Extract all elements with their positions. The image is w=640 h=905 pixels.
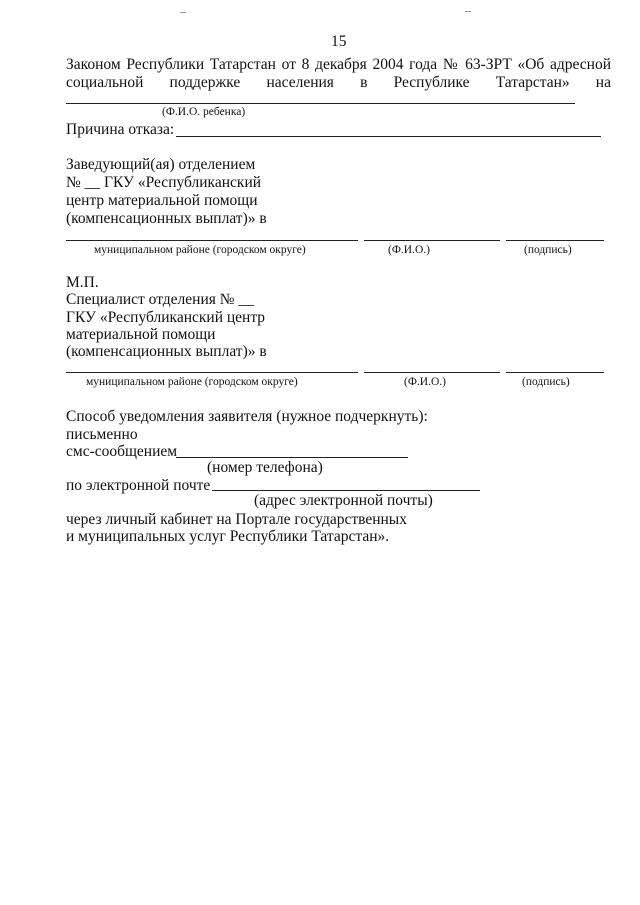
email-caption: (адрес электронной почты) <box>254 492 433 509</box>
stamp-label: М.П. <box>66 274 99 291</box>
specialist-fio-caption: (Ф.И.О.) <box>404 376 446 388</box>
specialist-line-3: материальной помощи <box>66 326 216 343</box>
head-fio-line <box>364 240 500 241</box>
page-number: 15 <box>331 33 347 50</box>
head-fio-caption: (Ф.И.О.) <box>388 244 430 256</box>
head-line-1: Заведующий(ая) отделением <box>66 156 256 173</box>
intro-line-1: Законом Республики Татарстан от 8 декабря 2004 года № 63-ЗРТ «Об адресной <box>66 56 611 73</box>
specialist-district-caption: муниципальном районе (городском округе) <box>86 376 298 388</box>
notify-portal-line-1: через личный кабинет на Портале государственных <box>66 511 407 528</box>
phone-caption: (номер телефона) <box>207 459 323 476</box>
head-signature-line <box>506 240 604 241</box>
specialist-fio-line <box>364 372 500 373</box>
phone-line <box>176 457 408 458</box>
specialist-signature-line <box>506 372 604 373</box>
refusal-label: Причина отказа: <box>66 121 175 138</box>
head-district-caption: муниципальном районе (городском округе) <box>94 244 306 256</box>
notify-sms-label: смс-сообщением <box>66 443 178 460</box>
specialist-line-2: ГКУ «Республиканский центр <box>66 309 266 326</box>
head-line-2: № __ ГКУ «Республиканский <box>66 174 262 191</box>
scan-mark <box>465 11 471 12</box>
notify-portal-line-2: и муниципальных услуг Республики Татарстан». <box>66 528 390 545</box>
child-name-caption: (Ф.И.О. ребенка) <box>162 106 246 118</box>
head-line-4: (компенсационных выплат)» в <box>66 210 267 227</box>
refusal-line <box>176 136 601 137</box>
scan-mark <box>180 12 186 13</box>
head-district-line <box>66 240 358 241</box>
specialist-signature-caption: (подпись) <box>522 376 570 388</box>
notify-title: Способ уведомления заявителя (нужное подчеркнуть): <box>66 408 428 425</box>
head-line-3: центр материальной помощи <box>66 192 258 209</box>
email-line <box>212 490 480 491</box>
notify-letter: письменно <box>66 426 138 443</box>
intro-line-2: социальной поддержке населения в Республике Татарстан» на <box>66 74 611 91</box>
specialist-district-line <box>66 372 358 373</box>
specialist-line-4: (компенсационных выплат)» в <box>66 343 267 360</box>
specialist-line-1: Специалист отделения № __ <box>66 291 254 308</box>
notify-email-label: по электронной почте <box>66 477 211 494</box>
child-name-line <box>66 103 575 104</box>
head-signature-caption: (подпись) <box>524 244 572 256</box>
